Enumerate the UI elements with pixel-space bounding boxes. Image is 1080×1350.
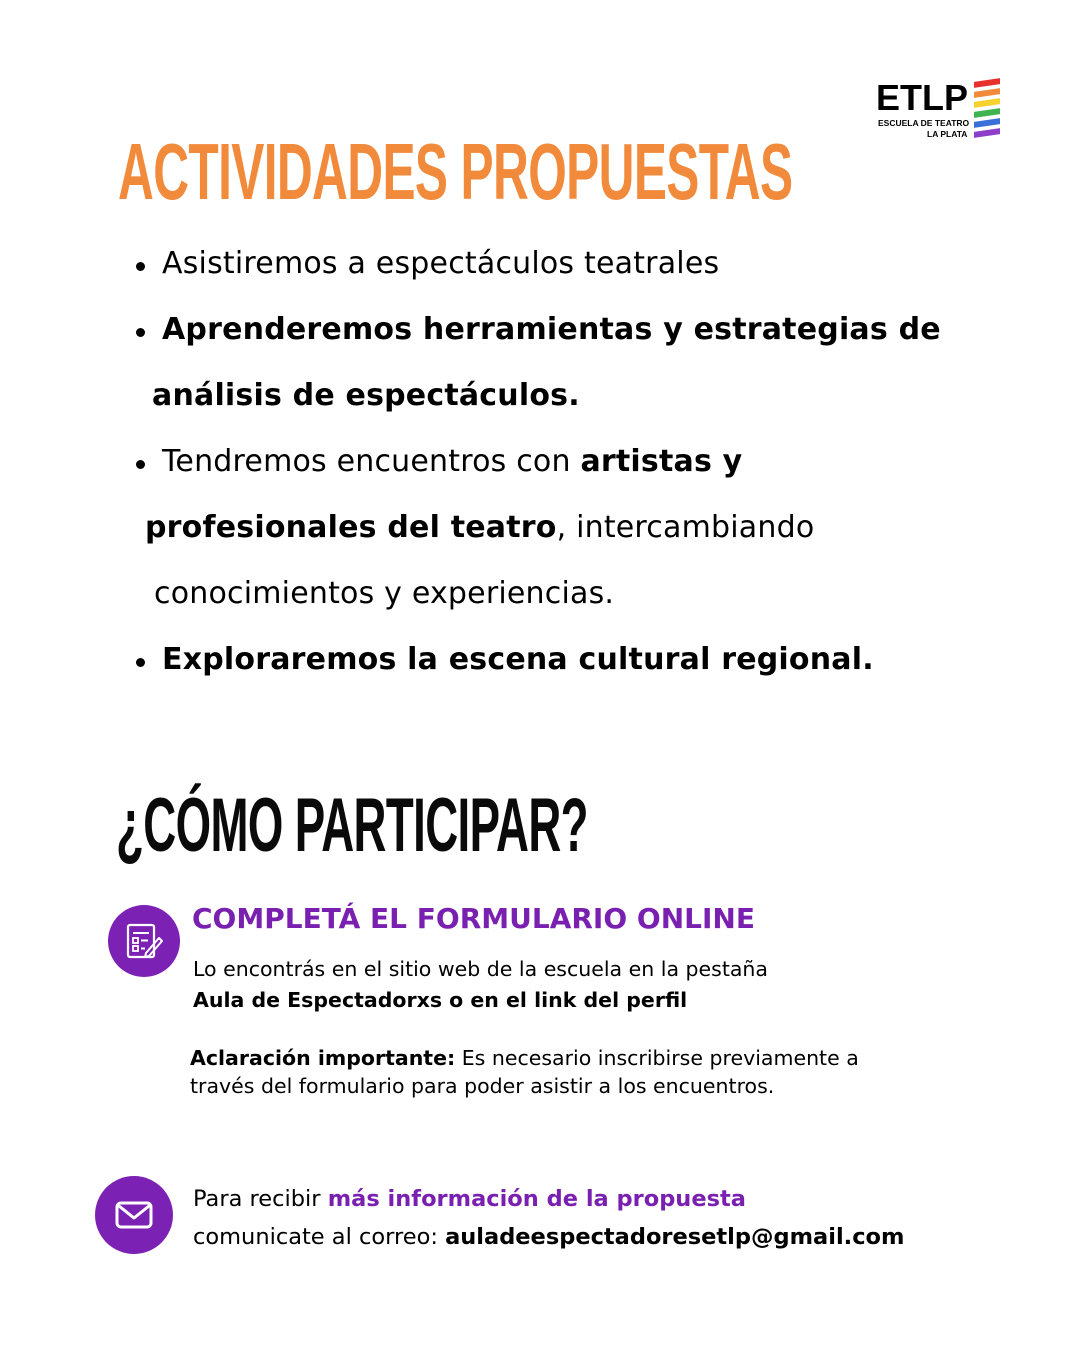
- info-highlight: más información de la propuesta: [327, 1186, 746, 1212]
- info-pre: Para recibir: [193, 1186, 328, 1212]
- logo-line2: LA PLATA: [927, 129, 968, 139]
- form-pencil-icon: [122, 919, 166, 963]
- activity-item-3-bold2: profesionales del teatro: [145, 510, 557, 545]
- activity-item-3-line1: [162, 444, 742, 479]
- logo-rainbow-stripes: [974, 78, 1002, 140]
- bullet-dot: [136, 262, 145, 271]
- form-description-line1: Lo encontrás en el sitio web de la escuela en la pestaña: [193, 957, 768, 981]
- bullet-dot: [136, 460, 145, 469]
- activity-item-2-line1: Aprenderemos herramientas y estrategias de: [162, 312, 941, 347]
- form-description-line2: Aula de Espectadorxs o en el link del perfil: [193, 988, 688, 1012]
- logo-line1: ESCUELA DE TEATRO: [878, 118, 970, 128]
- bullet-dot: [136, 328, 145, 337]
- activity-item-3-rest: , intercambiando: [556, 510, 815, 545]
- logo-stripe: [974, 78, 1000, 88]
- activity-item-3-pre: Tendremos encuentros con: [162, 444, 581, 479]
- section-title-activities: ACTIVIDADES PROPUESTAS: [118, 127, 793, 216]
- section-title-participate: ¿CÓMO PARTICIPAR?: [116, 783, 588, 868]
- logo-stripe: [974, 128, 1000, 138]
- activity-item-2-line2: análisis de espectáculos.: [152, 378, 580, 413]
- logo-stripe: [974, 108, 1000, 118]
- important-note-label: Aclaración importante:: [190, 1046, 456, 1070]
- activity-item-3-line3: conocimientos y experiencias.: [154, 576, 615, 611]
- logo-stripe: [974, 98, 1000, 108]
- info-line: [193, 1186, 746, 1212]
- contact-email[interactable]: auladeespectadoresetlp@gmail.com: [445, 1224, 905, 1250]
- form-section-title: COMPLETÁ EL FORMULARIO ONLINE: [192, 902, 755, 935]
- mail-icon-badge: [95, 1176, 173, 1254]
- bullet-dot: [136, 658, 145, 667]
- activity-item-1: Asistiremos a espectáculos teatrales: [162, 246, 720, 281]
- contact-line: [193, 1224, 904, 1250]
- etlp-logo: [876, 78, 1006, 142]
- logo-stripe: [974, 118, 1000, 128]
- important-note-line2: través del formulario para poder asistir a los encuentros.: [190, 1074, 775, 1098]
- logo-stripe: [974, 88, 1000, 98]
- activity-item-3-bold1: artistas y: [580, 444, 743, 479]
- activity-item-3-line2: [145, 510, 814, 545]
- activity-item-4: Exploraremos la escena cultural regional.: [162, 642, 874, 677]
- important-note-text: Es necesario inscribirse previamente a: [455, 1046, 859, 1070]
- important-note-line1: [190, 1046, 859, 1070]
- form-icon-badge: [108, 905, 180, 977]
- envelope-icon: [111, 1192, 157, 1238]
- logo-wordmark: ETLP: [876, 77, 969, 118]
- contact-pre: comunicate al correo:: [193, 1224, 446, 1250]
